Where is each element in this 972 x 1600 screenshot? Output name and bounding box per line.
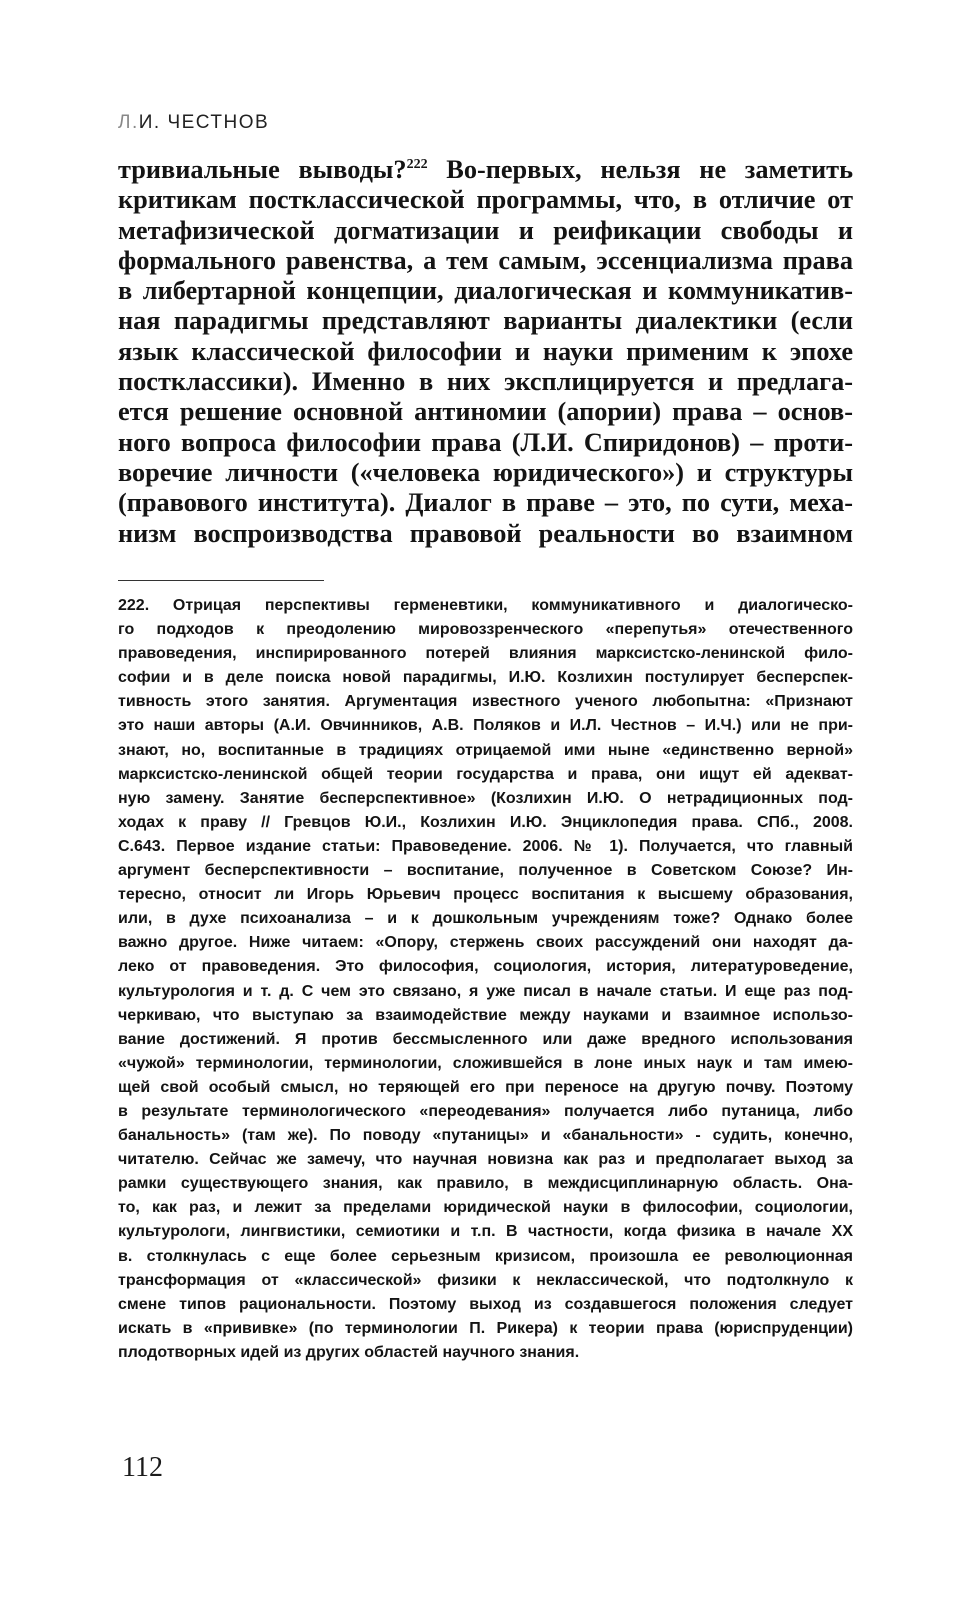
footnote-line: С.643. Первое издание статьи: Правоведение. 2006. № 1). Получается, что главный (118, 837, 853, 855)
footnote-line: банальность» (там же). По поводу «путаницы» и «банальности» - судить, конечно, (118, 1127, 853, 1145)
footnote-line: смене типов рациональности. Поэтому выход из создавшегося положения следует (118, 1295, 853, 1313)
footnote-line: аргумент бесперспективности – воспитание, полученное в Советском Союзе? Ин- (118, 862, 853, 880)
footnote-line: рамки существующего знания, как правило, в междисциплинарную область. Она- (118, 1175, 853, 1193)
footnote-line: трансформация от «классической» физики к неклассической, что подтолкнуло к (118, 1271, 853, 1289)
footnote-line: «чужой» терминологии, терминологии, сложившейся в лоне иных наук и там имею- (118, 1054, 853, 1072)
footnote-line: леко от правоведения. Это философия, социология, история, литературоведение, (118, 958, 853, 976)
main-text-line: (правового института). Диалог в праве – это, по сути, меха- (118, 488, 853, 518)
footnote-reference: 222 (406, 157, 428, 173)
footnote-line: это наши авторы (А.И. Овчинников, А.В. Поляков и И.Л. Честнов – И.Ч.) или не при- (118, 717, 853, 735)
footnote-line: 222. Отрицая перспективы герменевтики, коммуникативного и диалогическо- (118, 597, 853, 614)
footnote-line: щей свой особый смысл, но теряющей его при переносе на другую почву. Поэтому (118, 1078, 853, 1096)
main-text-line: формального равенства, а тем самым, эссенциализма права (118, 245, 853, 275)
footnote-line: знают, но, воспитанные в традициях отрицаемой ими ныне «единственно верной» (118, 741, 853, 759)
footnote-line: важно другое. Ниже читаем: «Опору, стержень своих рассуждений они находят да- (118, 934, 853, 952)
footnote-divider (118, 580, 324, 581)
footnote-line: читателю. Сейчас же замечу, что научная новизна как раз и предполагает выход за (118, 1151, 853, 1169)
footnote-line: в. столкнулась с еще более серьезным кризисом, произошла ее революционная (118, 1247, 853, 1265)
page-number: 112 (122, 1452, 163, 1483)
main-text-line: ного вопроса философии права (Л.И. Спиридонов) – проти- (118, 427, 853, 457)
footnote-line: софии и в деле поиска новой парадигмы, И.Ю. Козлихин постулирует бесперспек- (118, 669, 853, 687)
footnote-line: марксистско-ленинской общей теории государства и права, они ищут ей адекват- (118, 765, 853, 783)
footnote-line: культурологи, лингвистики, семиотики и т.п. В частности, когда физика в начале XX (118, 1223, 853, 1241)
footnote-line: ходах к праву // Гревцов Ю.И., Козлихин И.Ю. Энциклопедия права. СПб., 2008. (118, 813, 853, 831)
footnote-line: тересно, относит ли Игорь Юрьевич процесс воспитания к высшему образования, (118, 886, 853, 904)
footnote-line: культурология и т. д. С чем это связано, я уже писал в начале статьи. И еще раз под- (118, 982, 853, 1000)
footnote-line: или, в духе психоанализа – и к дошкольным учреждениям тоже? Однако более (118, 910, 853, 928)
footnote-line: правоведения, инспирированного потерей влияния марксистско-ленинской фило- (118, 645, 853, 663)
main-text-line: воречие личности («человека юридического») и структуры (118, 457, 853, 487)
main-text-line: критикам постклассической программы, что, в отличие от (118, 185, 853, 215)
footnote (118, 594, 853, 1365)
footnote-line: черкиваю, что выступаю за взаимодействие между науками и взаимное использо- (118, 1006, 853, 1024)
footnote-line: го подходов к преодолению мировоззренческого «перепутья» отечественного (118, 621, 853, 639)
main-text-line-part: тривиальные выводы? (118, 155, 407, 184)
main-text-line: язык классической философии и науки применим к эпохе (118, 336, 853, 366)
running-head-author: И. ЧЕСТНОВ (138, 112, 270, 133)
main-text-line: ется решение основной антиномии (апории) права – основ- (118, 397, 853, 427)
footnote-line: плодотворных идей из других областей научного знания. (118, 1343, 580, 1361)
main-text (118, 155, 853, 549)
main-text-line: в либертарной концепции, диалогическая и коммуникатив- (118, 276, 853, 306)
footnote-line: то, как раз, и лежит за пределами юридической науки в философии, социологии, (118, 1199, 853, 1217)
main-text-line: низм воспроизводства правовой реальности во взаимном (118, 518, 853, 548)
footnote-line: тивность этого занятия. Аргументация известного ученого любопытна: «Признают (118, 693, 853, 711)
footnote-line: ную замену. Занятие бесперспективное» (Козлихин И.Ю. О нетрадиционных под- (118, 789, 853, 807)
footnote-line: в результате терминологического «переодевания» получается либо путаница, либо (118, 1102, 853, 1120)
main-text-line: метафизической догматизации и реификации свободы и (118, 215, 853, 245)
main-text-line: постклассики). Именно в них эксплицируется и предлага- (118, 367, 853, 397)
main-text-line (118, 155, 853, 185)
footnote-line: вание достижений. Я против бессмысленного или даже вредного использования (118, 1030, 853, 1048)
running-head-initials: Л. (118, 112, 139, 133)
main-text-line-part: Во-первых, нельзя не заметить (427, 155, 853, 184)
footnote-line: искать в «прививке» (по терминологии П. Рикера) к теории права (юриспруденции) (118, 1319, 853, 1337)
running-head (118, 112, 269, 134)
main-text-line: ная парадигмы представляют варианты диалектики (если (118, 306, 853, 336)
